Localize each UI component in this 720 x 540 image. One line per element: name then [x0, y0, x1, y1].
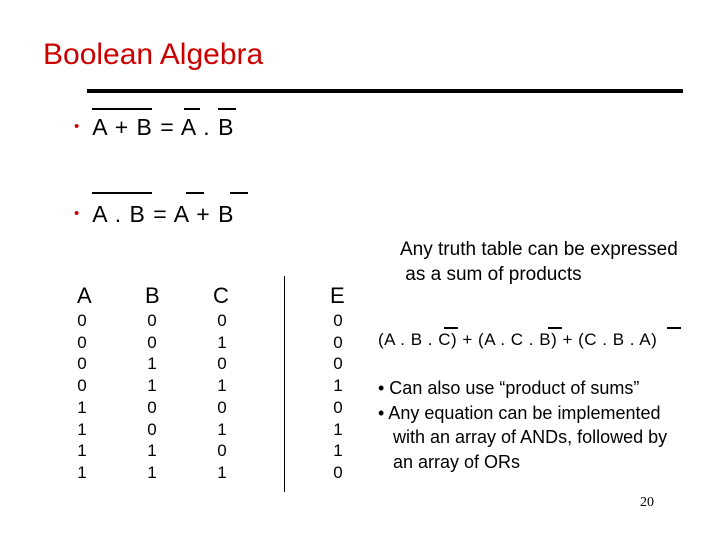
overbar-a-dot-b [92, 192, 152, 194]
overbar-c [444, 327, 458, 329]
table-column-a: 0 0 0 0 1 1 1 1 [77, 311, 87, 482]
overbar-a [667, 327, 681, 329]
table-header-b: B [145, 283, 160, 308]
slide-title: Boolean Algebra [43, 38, 264, 71]
table-divider [284, 276, 285, 492]
overbar-a-plus-b [92, 108, 152, 110]
table-header-a: A [77, 283, 92, 308]
overbar-b [548, 327, 562, 329]
bullet-icon: • [74, 205, 81, 222]
table-column-e: 0 0 0 1 0 1 1 0 [333, 311, 343, 482]
table-header-e: E [330, 283, 345, 308]
bullet-icon: • [74, 118, 81, 135]
equation-2 [74, 201, 234, 228]
table-column-c: 0 1 0 1 0 1 0 1 [217, 311, 227, 482]
equation-2-text: A . B = A + B [92, 201, 235, 227]
overbar-a [184, 108, 200, 110]
table-header-c: C [213, 283, 229, 308]
equation-1 [74, 114, 234, 141]
bullet-list: • Can also use “product of sums” • Any equation can be implemented with an array of ANDs, followed by an array of ORs [378, 378, 668, 472]
equation-1-text: A + B = A . B [92, 114, 235, 140]
sum-of-products-expression: (A . B . C) + (A . C . B) + (C . B . A) [378, 330, 658, 349]
overbar-b [218, 108, 236, 110]
overbar-a [186, 192, 204, 194]
truth-table-note: Any truth table can be expressed as a sum of products [400, 239, 678, 285]
table-column-b: 0 0 1 1 0 0 1 1 [147, 311, 157, 482]
title-underline [87, 89, 683, 93]
overbar-b [230, 192, 248, 194]
page-number: 20 [640, 495, 654, 510]
